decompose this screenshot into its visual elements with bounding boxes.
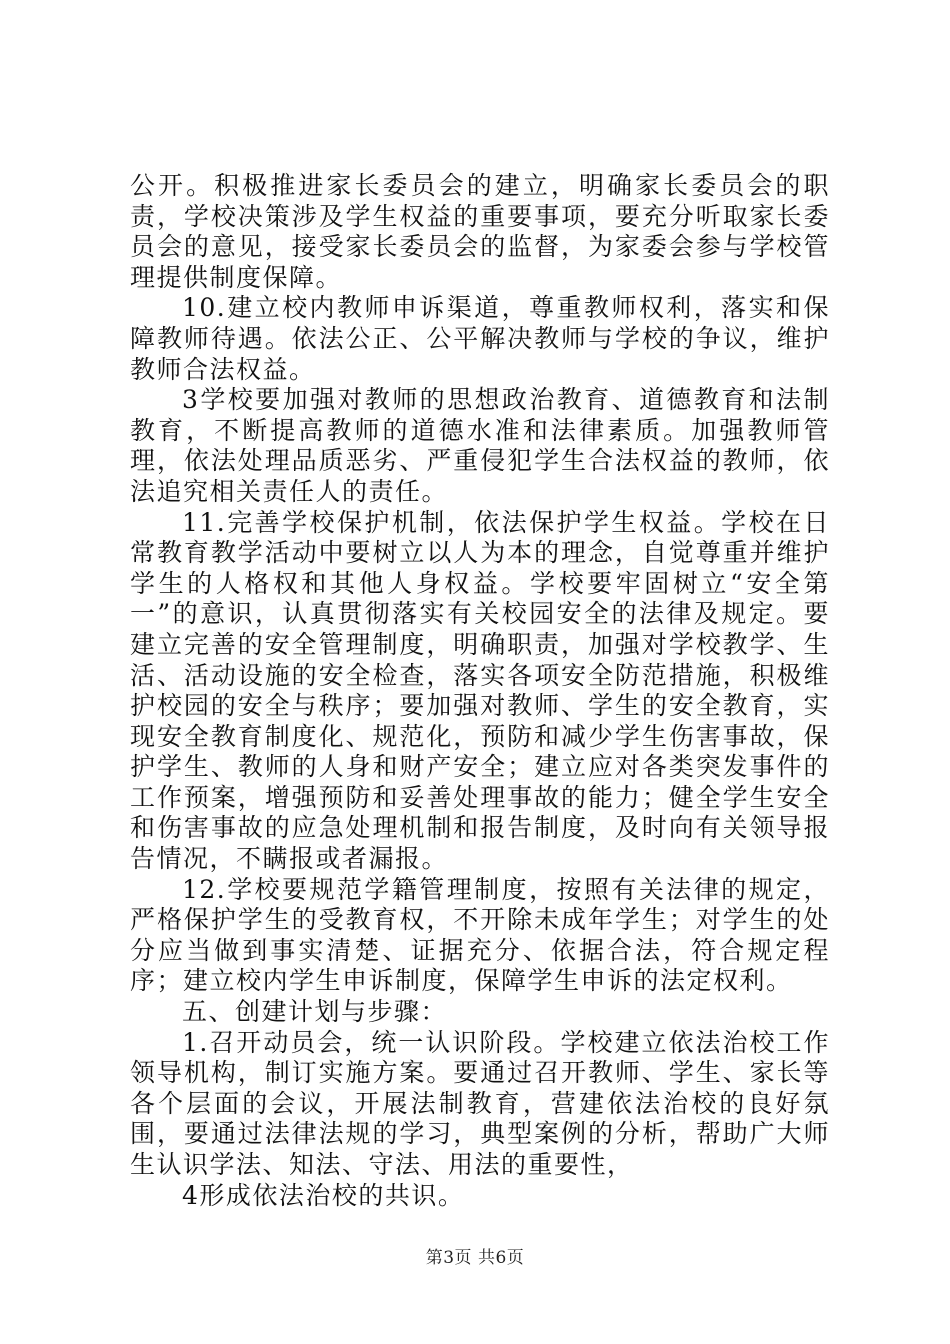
page-footer: 第3页 共6页 [425, 1248, 525, 1268]
paragraph-item-11: 11.完善学校保护机制，依法保护学生权益。学校在日常教育教学活动中要树立以人为本的理念，自觉尊重并维护学生的人格权和其他人身权益。学校要牢固树立“安全第一”的意识，认真贯彻落实有关校园安全的法律及规定。要建立完善的安全管理制度，明确职责，加强对学校教学、生活、活动设施的安全检查，落实各项安全防范措施，积极维护校园的安全与秩序；要加强对教师、学生的安全教育，实现安全教育制度化、规范化，预防和减少学生伤害事故，保护学生、教师的人身和财产安全；建立应对各类突发事件的工作预案，增强预防和妥善处理事故的能力；健全学生安全和伤害事故的应急处理机制和报告制度，及时向有关领导报告情况，不瞒报或者漏报。 [130, 507, 830, 874]
document-body [130, 171, 830, 1211]
paragraph-item-10: 10.建立校内教师申诉渠道，尊重教师权利，落实和保障教师待遇。依法公正、公平解决教师与学校的争议，维护教师合法权益。 [130, 293, 830, 384]
section-heading-plan-steps: 五、创建计划与步骤： [182, 997, 448, 1027]
paragraph-consensus: 4形成依法治校的共识。 [182, 1180, 465, 1210]
paragraph-parent-committee: 公开。积极推进家长委员会的建立，明确家长委员会的职责，学校决策涉及学生权益的重要事项，要充分听取家长委员会的意见，接受家长委员会的监督，为家委会参与学校管理提供制度保障。 [130, 171, 830, 292]
paragraph-step-1: 1.召开动员会，统一认识阶段。学校建立依法治校工作领导机构，制订实施方案。要通过召开教师、学生、家长等各个层面的会议，开展法制教育，营建依法治校的良好氛围，要通过法律法规的学习，典型案例的分析，帮助广大师生认识学法、知法、守法、用法的重要性， [130, 1027, 830, 1179]
paragraph-teacher-education: 3学校要加强对教师的思想政治教育、道德教育和法制教育，不断提高教师的道德水准和法律素质。加强教师管理，依法处理品质恶劣、严重侵犯学生合法权益的教师，依法追究相关责任人的责任。 [130, 385, 830, 506]
paragraph-item-12: 12.学校要规范学籍管理制度，按照有关法律的规定，严格保护学生的受教育权，不开除未成年学生；对学生的处分应当做到事实清楚、证据充分、依据合法，符合规定程序；建立校内学生申诉制度，保障学生申诉的法定权利。 [130, 874, 830, 996]
